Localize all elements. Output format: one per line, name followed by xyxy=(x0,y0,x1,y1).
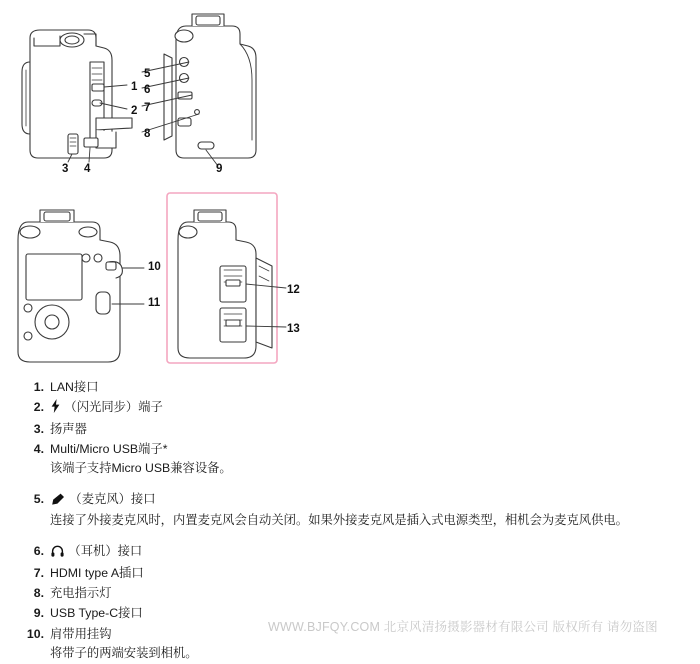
item-body xyxy=(50,420,682,439)
item-number: 8. xyxy=(33,586,44,601)
callout-11: 11 xyxy=(148,297,161,309)
item-subtext: 该端子支持Micro USB兼容设备。 xyxy=(50,461,232,476)
item-number: 1. xyxy=(33,380,44,394)
list-item xyxy=(22,584,682,603)
item-number: 7. xyxy=(33,566,44,581)
item-body xyxy=(50,398,682,419)
item-subtext: 连接了外接麦克风时，内置麦克风会自动关闭。如果外接麦克风是插入式电源类型，相机会为麦克风供电。 xyxy=(50,513,628,528)
item-number: 3. xyxy=(33,422,44,437)
item-text: （麦克风）接口 xyxy=(69,492,156,507)
callout-8: 8 xyxy=(144,128,151,140)
item-text: （耳机）接口 xyxy=(68,544,143,559)
item-text: 扬声器 xyxy=(50,422,87,437)
item-body xyxy=(50,490,682,530)
item-text: USB Type-C接口 xyxy=(50,606,143,621)
item-subtext: 将带子的两端安装到相机。 xyxy=(50,645,198,660)
microphone-icon xyxy=(51,492,65,511)
camera-bottom-left-figure xyxy=(18,210,144,362)
item-body xyxy=(50,564,682,583)
item-body xyxy=(50,542,682,563)
callout-7: 7 xyxy=(144,102,151,114)
item-body xyxy=(50,440,682,478)
callout-5: 5 xyxy=(144,68,151,80)
callout-6: 6 xyxy=(144,84,151,96)
camera-bottom-right-figure xyxy=(167,193,286,363)
list-item xyxy=(22,542,682,563)
item-text: HDMI type A插口 xyxy=(50,566,144,581)
spacer xyxy=(22,479,682,490)
item-text: （闪光同步）端子 xyxy=(64,400,163,415)
callout-13: 13 xyxy=(287,323,300,335)
item-text: LAN接口 xyxy=(50,380,99,394)
callout-12: 12 xyxy=(287,284,300,296)
callout-10: 10 xyxy=(148,261,161,273)
list-item xyxy=(22,564,682,583)
item-number: 10. xyxy=(26,626,44,641)
callout-4: 4 xyxy=(84,163,91,175)
item-text: 肩带用挂钩 xyxy=(50,626,112,641)
item-number: 2. xyxy=(33,400,44,415)
item-body xyxy=(50,584,682,603)
list-item xyxy=(22,398,682,419)
item-number: 4. xyxy=(33,442,44,457)
item-number: 6. xyxy=(33,544,44,559)
spacer xyxy=(22,531,682,542)
item-text: Multi/Micro USB端子* xyxy=(50,442,168,457)
item-text: 充电指示灯 xyxy=(50,586,112,601)
list-item xyxy=(22,420,682,439)
list-item xyxy=(22,490,682,530)
headphone-icon xyxy=(51,544,64,563)
camera-top-right-figure xyxy=(142,14,256,166)
watermark-text: WWW.BJFQY.COM 北京风清扬摄影器材有限公司 版权所有 请勿盗图 xyxy=(268,620,658,634)
callout-9: 9 xyxy=(216,163,223,175)
callout-3: 3 xyxy=(62,163,69,175)
item-number: 9. xyxy=(33,606,44,621)
list-item xyxy=(22,378,682,397)
item-number: 5. xyxy=(33,492,44,507)
camera-top-left-figure xyxy=(22,30,132,162)
flash-icon xyxy=(51,399,60,419)
callout-2: 2 xyxy=(131,105,138,117)
item-body xyxy=(50,378,682,397)
list-item xyxy=(22,440,682,478)
callout-1: 1 xyxy=(131,81,138,93)
